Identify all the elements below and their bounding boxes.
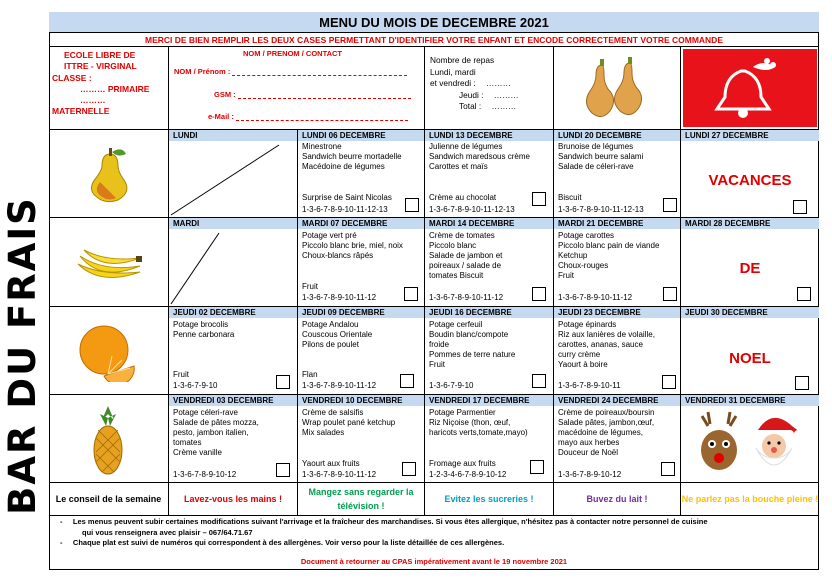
order-checkbox[interactable] bbox=[532, 374, 546, 388]
order-checkbox[interactable] bbox=[793, 200, 807, 214]
menu-cell: Crème de tomates Piccolo blanc Salade de jambon et poireaux / salade de tomates Biscuit 1-3-6-7-8-9-10-11-12 bbox=[429, 231, 504, 302]
day-header: MARDI 21 DECEMBRE bbox=[554, 218, 680, 229]
allergen-codes: 1-3-6-7-8-9-10-11-12-13 bbox=[558, 205, 644, 214]
tip-no-tv: Mangez sans regarder la télévision ! bbox=[308, 487, 414, 511]
count-jeudi-field[interactable]: ……… bbox=[493, 89, 519, 100]
day-header: VENDREDI 24 DECEMBRE bbox=[554, 395, 680, 406]
day-header: MARDI 07 DECEMBRE bbox=[298, 218, 424, 229]
allergen-codes: 1-3-6-7-8-9-10-11-12 bbox=[302, 293, 377, 302]
school-info: ECOLE LIBRE DE ITTRE - VIRGINAL CLASSE : ……… PRIMAIRE ……… MATERNELLE bbox=[52, 50, 167, 118]
contact-header: NOM / PRENOM / CONTACT bbox=[242, 49, 343, 58]
order-checkbox[interactable] bbox=[530, 460, 544, 474]
order-checkbox[interactable] bbox=[276, 463, 290, 477]
order-checkbox[interactable] bbox=[662, 375, 676, 389]
empty-cell-mardi bbox=[169, 229, 297, 306]
day-header: JEUDI 30 DECEMBRE bbox=[681, 307, 819, 318]
order-checkbox[interactable] bbox=[663, 287, 677, 301]
day-header: VENDREDI 17 DECEMBRE bbox=[425, 395, 553, 406]
pear-icon bbox=[80, 146, 140, 204]
orange-icon bbox=[74, 320, 140, 382]
order-checkbox[interactable] bbox=[400, 374, 414, 388]
day-header: LUNDI 13 DECEMBRE bbox=[425, 130, 553, 141]
count-total-field[interactable]: ……… bbox=[491, 101, 517, 111]
menu-cell: Minestrone Sandwich beurre mortadelle Macédoine de légumes Surprise de Saint Nicolas 1-3-6-7-8-9-10-11-12-13 bbox=[302, 142, 402, 214]
menu-cell: Julienne de légumes Sandwich maredsous crème Carottes et maïs Crème au chocolat 1-3-6-7-8-9-10-11-12-13 bbox=[429, 142, 530, 214]
notes-section: - Les menus peuvent subir certaines modifications suivant l'arrivage et la fraîcheur des marchandises. Si vous êtes allergique, n'hésitez pas à contacter notre personnel de cuisine qui vous renseignera avec plaisir – 067/64.71.67 - Chaque plat est suivi de numéros qui correspondent à des allergènes. Voir verso pour la liste détaillée de ces allergènes. bbox=[60, 517, 708, 547]
tip-drink-milk: Buvez du lait ! bbox=[586, 494, 648, 504]
order-checkbox[interactable] bbox=[797, 287, 811, 301]
order-checkbox[interactable] bbox=[405, 198, 419, 212]
allergen-codes: 1-3-6-7-8-9-10-11 bbox=[558, 381, 621, 390]
tip-no-sweets: Evitez les sucreries ! bbox=[444, 494, 534, 504]
allergen-codes: 1-3-6-7-8-9-10-11-12-13 bbox=[302, 205, 388, 214]
gsm-field[interactable] bbox=[238, 92, 411, 99]
tip-no-talking: Ne parlez pas la bouche pleine ! bbox=[681, 494, 819, 504]
menu-cell: Potage Andalou Couscous Orientale Pilons de poulet Flan 1-3-6-7-8-9-10-11-12 bbox=[302, 320, 377, 390]
christmas-bell-icon bbox=[683, 49, 817, 127]
brand-vertical-title: BAR DU FRAIS bbox=[0, 195, 44, 515]
holiday-label: NOEL bbox=[729, 350, 771, 367]
holiday-label: DE bbox=[739, 260, 761, 277]
primary-option[interactable]: PRIMAIRE bbox=[107, 83, 150, 94]
allergen-codes: 1-3-6-7-9-10 bbox=[173, 381, 218, 390]
order-checkbox[interactable] bbox=[532, 192, 546, 206]
menu-cell: Potage Parmentier Riz Niçoise (thon, œuf, haricots verts,tomate,mayo) Fromage aux fruits 1-2-3-4-6-7-8-9-10-12 bbox=[429, 408, 528, 479]
class-label: CLASSE : bbox=[52, 72, 92, 83]
contact-block bbox=[170, 49, 415, 127]
holiday-label: VACANCES bbox=[708, 172, 792, 189]
note-allergens: Chaque plat est suivi de numéros qui correspondent à des allergènes. Voir verso pour la liste détaillée de ces allergènes. bbox=[72, 538, 505, 547]
day-header-lundi: LUNDI bbox=[169, 130, 297, 141]
day-header: MARDI 14 DECEMBRE bbox=[425, 218, 553, 229]
day-header: LUNDI 20 DECEMBRE bbox=[554, 130, 680, 141]
allergen-codes: 1-3-6-7-9-10 bbox=[429, 381, 474, 390]
allergen-codes: 1-3-6-7-8-9-10-11-12 bbox=[429, 293, 504, 302]
menu-cell: Potage vert pré Piccolo blanc brie, miel, noix Choux-blancs râpés Fruit 1-3-6-7-8-9-10-11-12 bbox=[302, 231, 403, 302]
order-checkbox[interactable] bbox=[661, 462, 675, 476]
day-header: JEUDI 23 DECEMBRE bbox=[554, 307, 680, 318]
day-header: VENDREDI 10 DECEMBRE bbox=[298, 395, 424, 406]
day-header: JEUDI 02 DECEMBRE bbox=[169, 307, 297, 318]
instruction-banner: MERCI DE BIEN REMPLIR LES DEUX CASES PERMETTANT D'IDENTIFIER VOTRE ENFANT ET ENCODE CORRECTEMENT VOTRE COMMANDE bbox=[49, 33, 819, 47]
menu-cell: Potage cerfeuil Boudin blanc/compote froide Pommes de terre nature Fruit 1-3-6-7-9-10 bbox=[429, 320, 516, 390]
tip-wash-hands: Lavez-vous les mains ! bbox=[183, 494, 283, 504]
order-checkbox[interactable] bbox=[404, 287, 418, 301]
day-header: MARDI 28 DECEMBRE bbox=[681, 218, 819, 229]
school-location: ITTRE - VIRGINAL bbox=[64, 61, 137, 72]
banana-icon bbox=[74, 234, 148, 284]
empty-cell-lundi bbox=[169, 141, 297, 217]
allergen-codes: 1-3-6-7-8-9-10-11-12 bbox=[558, 293, 633, 302]
menu-cell: Potage carottes Piccolo blanc pain de viande Ketchup Choux-rouges Fruit 1-3-6-7-8-9-10-11-12 bbox=[558, 231, 660, 302]
name-field[interactable] bbox=[232, 69, 407, 76]
santa-reindeer-icon bbox=[692, 410, 807, 478]
day-header-mardi: MARDI bbox=[169, 218, 297, 229]
day-header: VENDREDI 03 DECEMBRE bbox=[169, 395, 297, 406]
menu-cell: Potage épinards Riz aux lanières de volaille, carottes, ananas, sauce curry crème Yaourt à boire 1-3-6-7-8-9-10-11 bbox=[558, 320, 655, 390]
menu-cell: Crème de salsifis Wrap poulet pané ketchup Mix salades Yaourt aux fruits 1-3-6-7-8-9-10-11-12 bbox=[302, 408, 396, 479]
allergen-codes: 1-3-6-7-8-9-10-11-12-13 bbox=[429, 205, 515, 214]
email-field[interactable] bbox=[236, 114, 408, 121]
day-header: LUNDI 06 DECEMBRE bbox=[298, 130, 424, 141]
name-label: NOM / Prénom : bbox=[174, 67, 231, 76]
count-lmv-field[interactable]: ……… bbox=[485, 78, 511, 88]
note-menu-changes: Les menus peuvent subir certaines modifications suivant l'arrivage et la fraîcheur des marchandises. Si vous êtes allergique, n'hésitez pas à contacter notre personnel de cuisine bbox=[72, 517, 708, 526]
allergen-codes: 1-2-3-4-6-7-8-9-10-12 bbox=[429, 470, 507, 479]
menu-cell: Crème de poireaux/boursin Salade pâtes, jambon,œuf, macédoine de légumes, mayo aux herbes Douceur de Noël 1-3-6-7-8-9-10-12 bbox=[558, 408, 655, 479]
order-checkbox[interactable] bbox=[276, 375, 290, 389]
order-checkbox[interactable] bbox=[402, 462, 416, 476]
allergen-codes: 1-3-6-7-8-9-10-11-12 bbox=[302, 470, 377, 479]
gsm-label: GSM : bbox=[214, 90, 236, 99]
day-header: LUNDI 27 DECEMBRE bbox=[681, 130, 819, 141]
maternal-option[interactable]: MATERNELLE bbox=[52, 106, 110, 117]
allergen-codes: 1-3-6-7-8-9-10-12 bbox=[558, 470, 622, 479]
menu-cell: Potage brocolis Penne carbonara Fruit 1-3-6-7-9-10 bbox=[173, 320, 235, 390]
allergen-codes: 1-3-6-7-8-9-10-11-12 bbox=[302, 381, 377, 390]
order-checkbox[interactable] bbox=[795, 376, 809, 390]
email-label: e-Mail : bbox=[208, 112, 234, 121]
menu-cell: Potage céleri-rave Salade de pâtes mozza, pesto, jambon italien, tomates Crème vanille 1-3-6-7-8-9-10-12 bbox=[173, 408, 259, 479]
order-checkbox[interactable] bbox=[663, 198, 677, 212]
day-header: VENDREDI 31 DECEMBRE bbox=[681, 395, 819, 406]
tips-label: Le conseil de la semaine bbox=[55, 494, 162, 504]
day-header: JEUDI 09 DECEMBRE bbox=[298, 307, 424, 318]
meal-count: Nombre de repas Lundi, mardi et vendredi : ……… Jeudi : ……… Total : ……… bbox=[430, 55, 519, 111]
menu-title: MENU DU MOIS DE DECEMBRE 2021 bbox=[49, 12, 819, 33]
day-header: JEUDI 16 DECEMBRE bbox=[425, 307, 553, 318]
return-deadline: Document à retourner au CPAS impérativement avant le 19 novembre 2021 bbox=[300, 557, 568, 566]
menu-cell: Brunoise de légumes Sandwich beurre salami Salade de céleri-rave Biscuit 1-3-6-7-8-9-10-11-12-13 bbox=[558, 142, 644, 214]
pineapple-icon bbox=[88, 404, 128, 476]
squash-icon bbox=[556, 49, 678, 127]
order-checkbox[interactable] bbox=[532, 287, 546, 301]
allergen-codes: 1-3-6-7-8-9-10-12 bbox=[173, 470, 237, 479]
school-name: ECOLE LIBRE DE bbox=[64, 50, 136, 60]
